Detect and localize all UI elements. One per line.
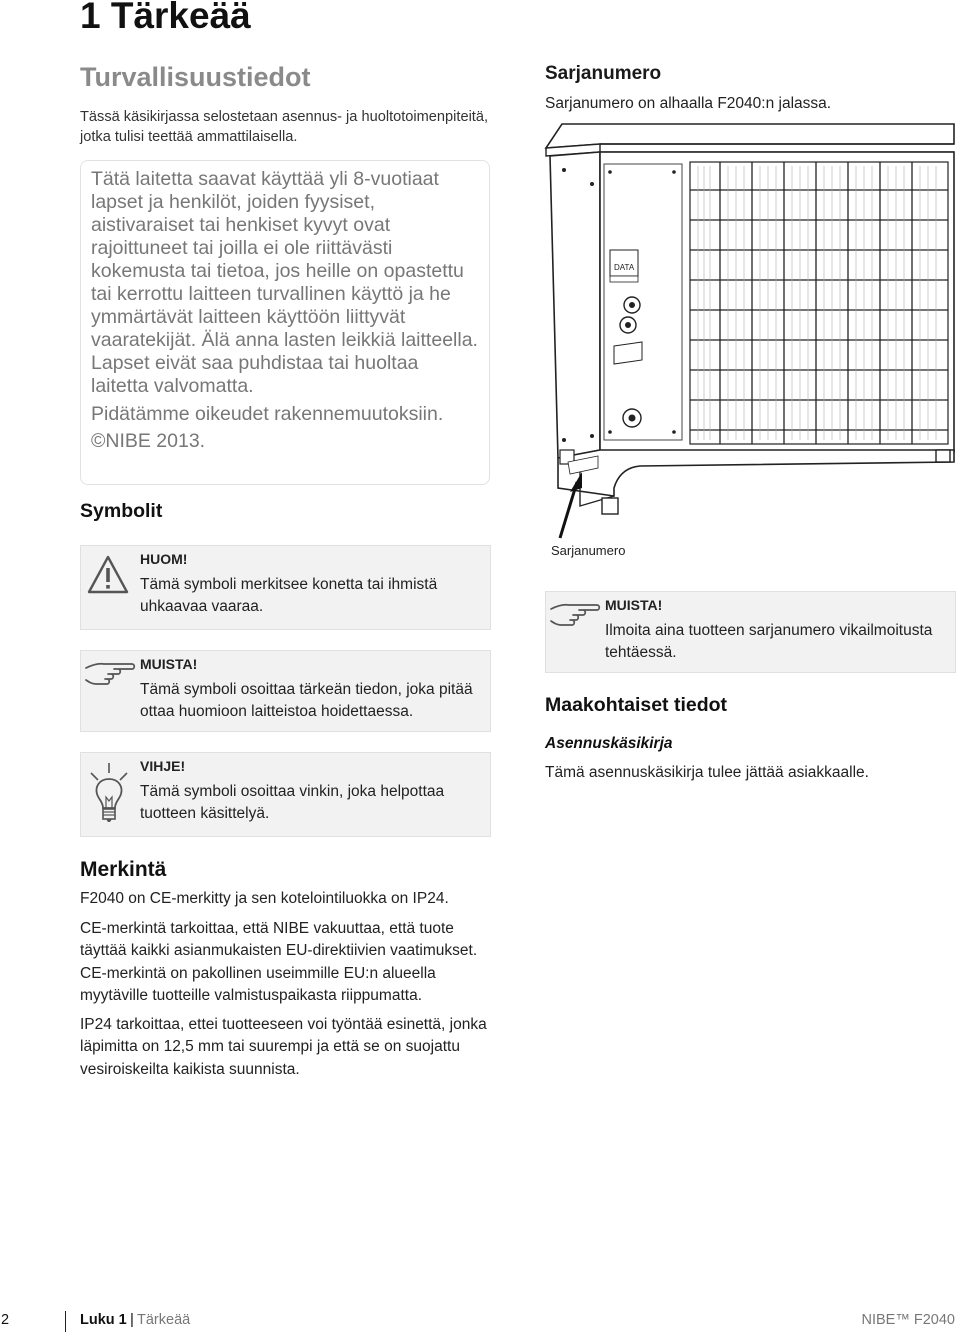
rights-reserved-text: Pidätämme oikeudet rakennemuutoksiin. [91, 403, 444, 425]
safety-notice-box [80, 160, 490, 485]
remember-title: MUISTA! [605, 597, 663, 613]
remember-title: MUISTA! [140, 656, 198, 672]
marking-heading: Merkintä [80, 858, 167, 881]
tip-symbol-box [80, 752, 491, 837]
heat-pump-illustration [540, 120, 960, 550]
data-plate-label: DATA [614, 263, 635, 272]
warning-symbol-box [80, 545, 491, 630]
symbols-heading: Symbolit [80, 500, 163, 522]
pointing-hand-icon [84, 659, 136, 689]
safety-intro-text: Tässä käsikirjassa selostetaan asennus- ja huoltotoimenpiteitä, jotka tulisi teettää ammattilaisella. [80, 109, 489, 145]
footer-chapter-title: Tärkeää [137, 1312, 191, 1328]
page-title: 1 Tärkeää [80, 0, 251, 36]
tip-text: Tämä symboli osoittaa vinkin, joka helpottaa tuotteen käsittelyä. [140, 783, 445, 822]
safety-heading: Turvallisuustiedot [80, 62, 311, 92]
serial-number-heading: Sarjanumero [545, 63, 662, 84]
copyright-text: ©NIBE 2013. [91, 430, 206, 452]
remember-serial-box [545, 591, 956, 673]
serial-number-text: Sarjanumero on alhaalla F2040:n jalassa. [545, 95, 832, 112]
installer-manual-subheading: Asennuskäsikirja [545, 735, 673, 752]
marking-paragraph: F2040 on CE-merkitty ja sen kotelointiluokka on IP24. [80, 890, 449, 907]
lightbulb-icon [86, 761, 132, 831]
warning-text: Tämä symboli merkitsee konetta tai ihmistä uhkaavaa vaaraa. [140, 576, 438, 615]
pointing-hand-icon [549, 600, 601, 630]
footer-brand: NIBE™ F2040 [861, 1312, 955, 1328]
remember-text: Tämä symboli osoittaa tärkeän tiedon, joka pitää ottaa huomioon laitteistoa hoidettaessa. [140, 681, 473, 720]
country-specific-heading: Maakohtaiset tiedot [545, 694, 728, 716]
remember-text: Ilmoita aina tuotteen sarjanumero vikailmoitusta tehtäessä. [605, 622, 933, 661]
footer-page-number: 2 [1, 1312, 10, 1328]
footer-separator: | [130, 1311, 134, 1328]
marking-paragraph: CE-merkintä tarkoittaa, että NIBE vakuuttaa, että tuote täyttää kaikki asianmukaisten EU-direktiivien vaatimukset. CE-merkintä on pakollinen useimmille EU:n alueella myytäville tuotteille valmistuspaikasta riippumatta. [80, 920, 478, 1004]
installer-manual-text: Tämä asennuskäsikirja tulee jättää asiakkaalle. [545, 764, 869, 781]
serial-number-callout: Sarjanumero [551, 543, 626, 558]
footer-divider [65, 1311, 66, 1332]
remember-symbol-box [80, 650, 491, 732]
warning-triangle-icon [86, 554, 130, 596]
marking-paragraph: IP24 tarkoittaa, ettei tuotteeseen voi työntää esinettä, jonka läpimitta on 12,5 mm tai suurempi ja että se on suojattu vesiroiskeilta kaikista suunnista. [80, 1016, 487, 1078]
footer-chapter: Luku 1 [80, 1312, 127, 1328]
safety-notice-text: Tätä laitetta saavat käyttää yli 8-vuotiaat lapset ja henkilöt, joiden fyysiset, aistivaraiset tai henkiset kyvyt ovat rajoittuneet tai joilla ei ole riittävästi kokemusta tai tietoa, jos heille on opastettu tai kerrottu laitteen turvallinen käyttö ja he ymmärtävät laitteen käyttöön liittyvät vaaratekijät. Älä anna lasten leikkiä laitteella. Lapset eivät saa puhdistaa tai huoltaa laitetta valvomatta. [91, 168, 478, 397]
warning-title: HUOM! [140, 551, 188, 567]
tip-title: VIHJE! [140, 758, 186, 774]
